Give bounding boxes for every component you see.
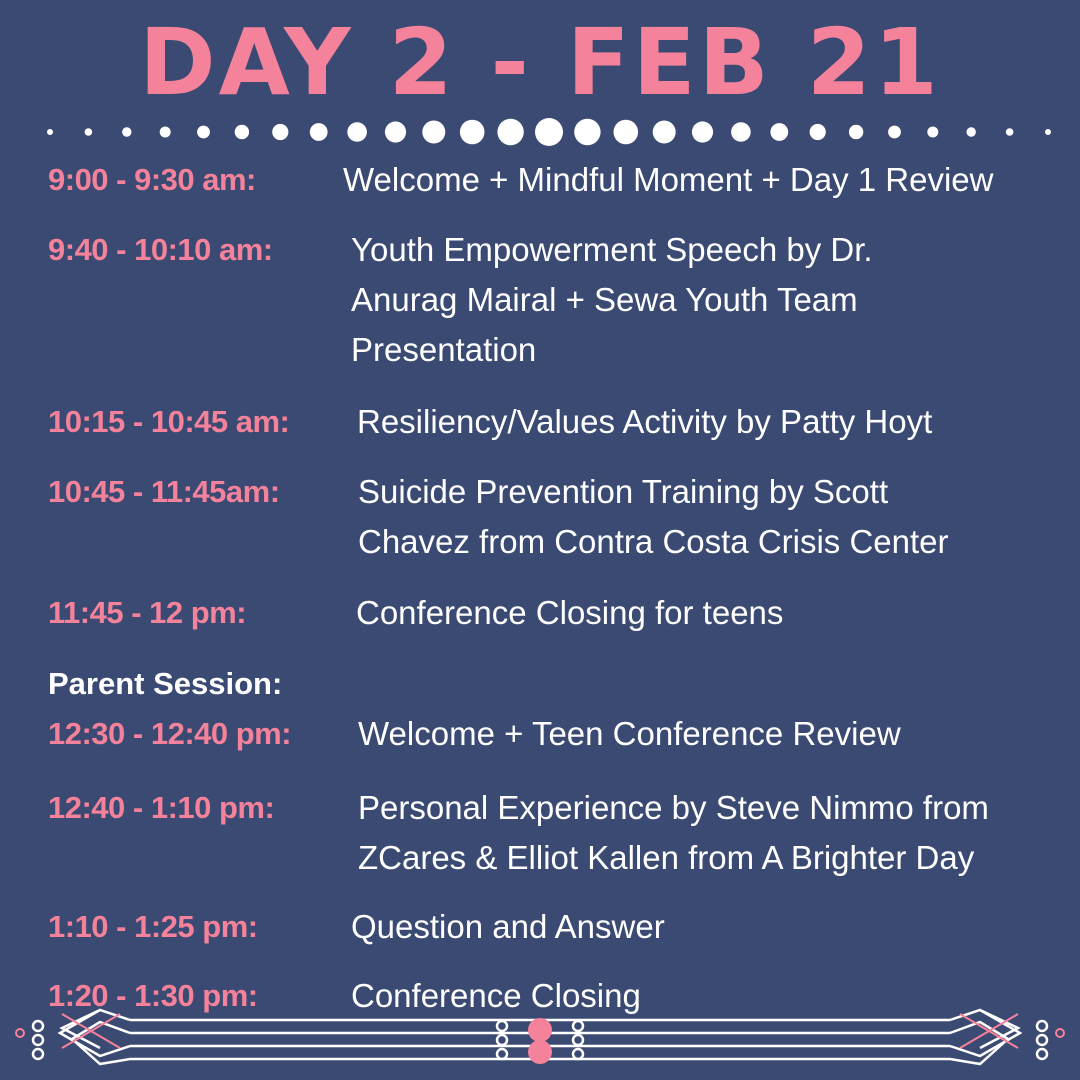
- schedule-activity: Resiliency/Values Activity by Patty Hoyt: [357, 403, 933, 440]
- schedule-activity: Conference Closing for teens: [356, 594, 784, 631]
- divider-dot: [927, 127, 938, 138]
- divider-dot: [422, 121, 445, 144]
- schedule-time: 10:45 - 11:45am:: [48, 474, 280, 509]
- dot-divider: [0, 112, 1080, 156]
- divider-dot: [535, 118, 563, 146]
- divider-dot: [160, 127, 171, 138]
- divider-dot: [1045, 129, 1051, 135]
- divider-dot: [574, 119, 600, 145]
- schedule-activity: Welcome + Teen Conference Review: [358, 715, 901, 752]
- divider-dot: [122, 127, 131, 136]
- divider-dot: [347, 122, 367, 142]
- divider-dot: [47, 129, 53, 135]
- divider-dot: [849, 125, 863, 139]
- schedule-time: 9:40 - 10:10 am:: [48, 232, 273, 267]
- schedule-activity: Youth Empowerment Speech by Dr. Anurag Mairal + Sewa Youth Team Presentation: [351, 231, 873, 368]
- divider-dot: [235, 125, 249, 139]
- divider-dot: [692, 121, 713, 142]
- schedule-time: 12:40 - 1:10 pm:: [48, 790, 275, 825]
- schedule-activity: Conference Closing: [351, 977, 641, 1014]
- schedule-time: 10:15 - 10:45 am:: [48, 404, 290, 439]
- schedule-time: 1:20 - 1:30 pm:: [48, 978, 258, 1013]
- divider-dot: [888, 126, 901, 139]
- divider-dot: [1006, 128, 1014, 136]
- schedule-time: 9:00 - 9:30 am:: [48, 162, 256, 197]
- divider-dot: [731, 122, 751, 142]
- divider-dot: [967, 127, 976, 136]
- parent-session-heading: Parent Session:: [48, 666, 283, 701]
- divider-dot: [770, 123, 788, 141]
- schedule-activity: Welcome + Mindful Moment + Day 1 Review: [343, 161, 994, 198]
- schedule-time: 11:45 - 12 pm:: [48, 595, 247, 630]
- divider-dot: [614, 120, 639, 145]
- schedule-activity: Suicide Prevention Training by Scott Chavez from Contra Costa Crisis Center: [358, 473, 949, 560]
- divider-dot: [497, 119, 523, 145]
- divider-dot: [460, 120, 485, 145]
- divider-dot: [272, 124, 288, 140]
- divider-dot: [197, 126, 210, 139]
- tribal-line-border: [0, 1008, 1080, 1080]
- divider-dot: [810, 124, 826, 140]
- divider-dot: [85, 128, 93, 136]
- schedule-time: 1:10 - 1:25 pm:: [48, 909, 258, 944]
- page-title: DAY 2 - FEB 21: [139, 9, 941, 116]
- divider-dot: [653, 121, 676, 144]
- schedule-time: 12:30 - 12:40 pm:: [48, 716, 292, 751]
- divider-dot: [310, 123, 328, 141]
- schedule-activity: Personal Experience by Steve Nimmo from ZCares & Elliot Kallen from A Brighter Day: [358, 789, 989, 876]
- divider-dot: [385, 121, 406, 142]
- schedule-activity: Question and Answer: [351, 908, 665, 945]
